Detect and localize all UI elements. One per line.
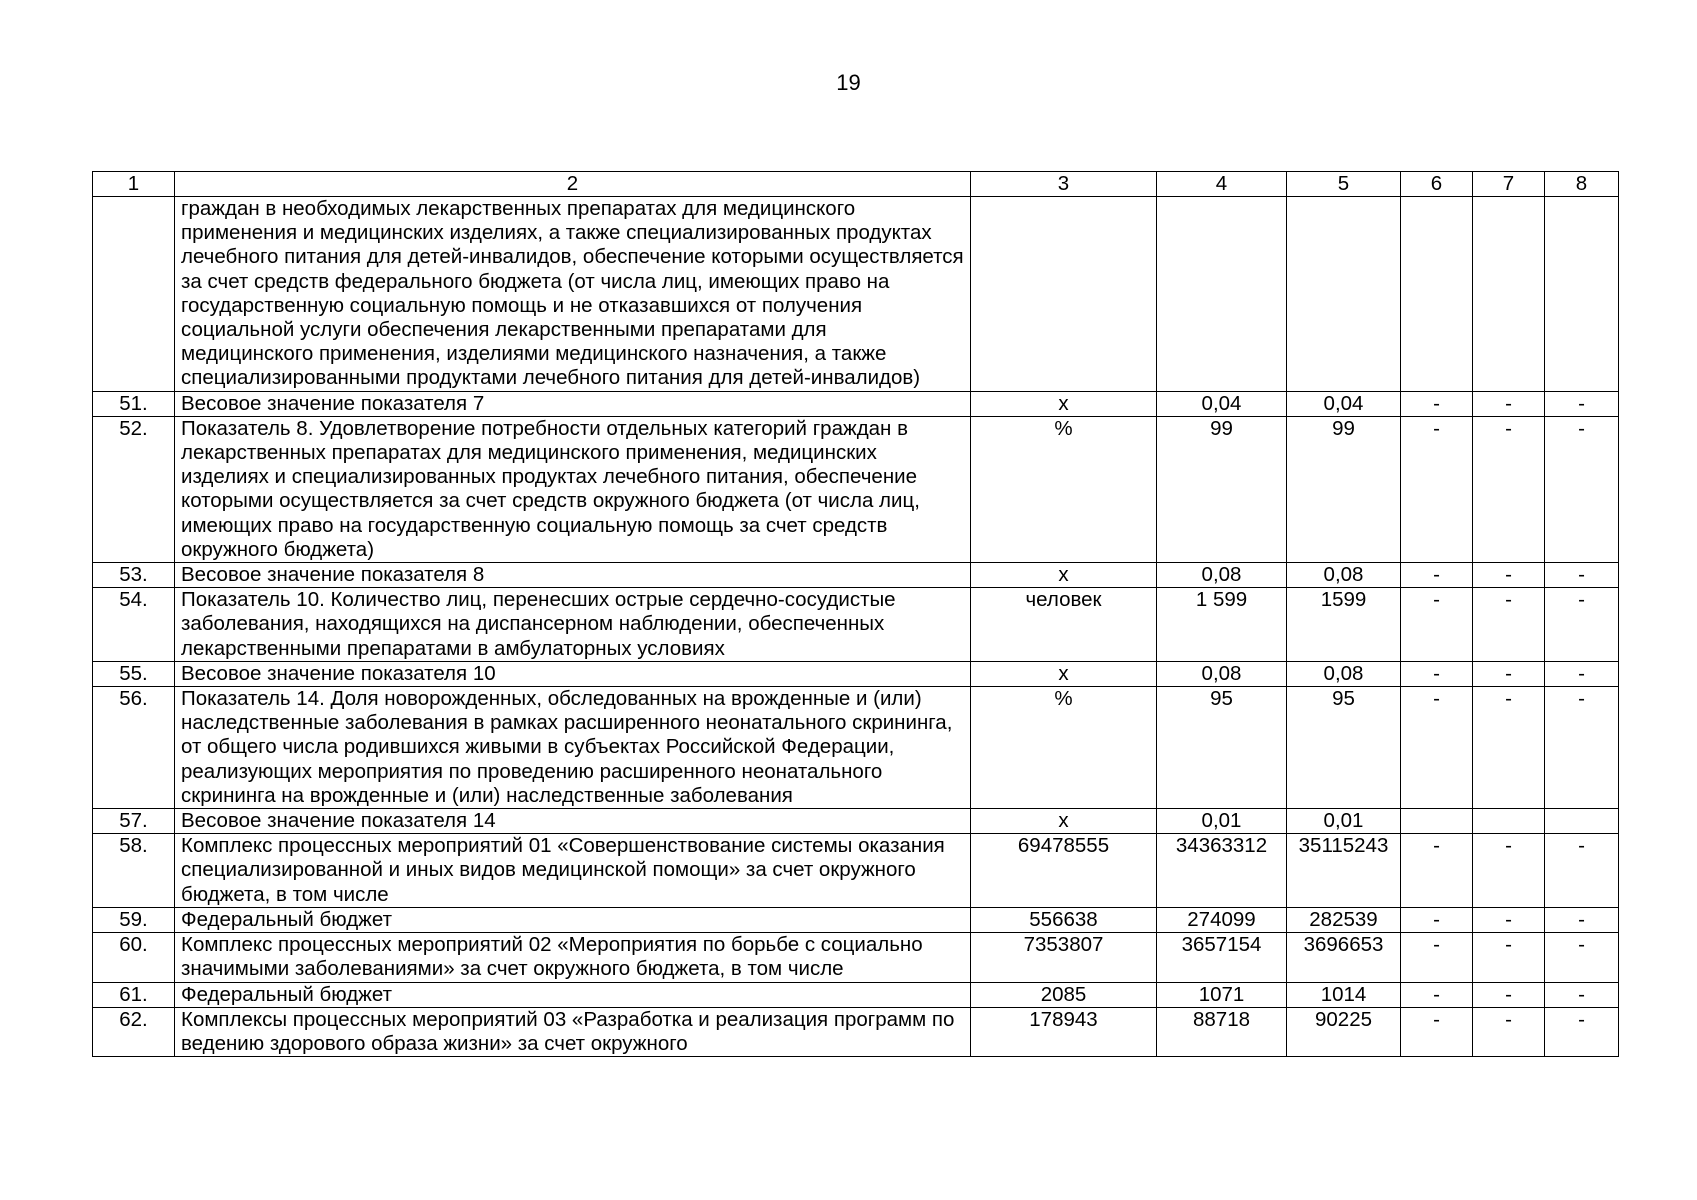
column-header: 1 bbox=[93, 172, 175, 197]
value-cell: - bbox=[1545, 834, 1619, 908]
table-row bbox=[93, 834, 1619, 908]
value-cell bbox=[1287, 197, 1401, 392]
value-cell: 0,08 bbox=[1157, 563, 1287, 588]
indicators-table bbox=[92, 171, 1619, 1057]
value-cell: 99 bbox=[1157, 416, 1287, 562]
value-cell: - bbox=[1545, 588, 1619, 662]
value-cell bbox=[1473, 809, 1545, 834]
value-cell: - bbox=[1473, 391, 1545, 416]
description-cell: Показатель 14. Доля новорожденных, обследованных на врожденные и (или) наследственные заболевания в рамках расширенного неонатального скрининга, от общего числа родившихся живыми в субъектах Российской Федерации, реализующих мероприятия по проведению расширенного неонатального скрининга на врожденные и (или) наследственные заболевания bbox=[175, 687, 971, 809]
description-cell: Весовое значение показателя 14 bbox=[175, 809, 971, 834]
value-cell bbox=[1545, 809, 1619, 834]
table-row bbox=[93, 687, 1619, 809]
unit-cell: х bbox=[971, 391, 1157, 416]
description-cell: Федеральный бюджет bbox=[175, 982, 971, 1007]
unit-cell: 69478555 bbox=[971, 834, 1157, 908]
value-cell: 0,08 bbox=[1287, 563, 1401, 588]
row-number-cell: 59. bbox=[93, 907, 175, 932]
row-number-cell: 58. bbox=[93, 834, 175, 908]
description-cell: Весовое значение показателя 7 bbox=[175, 391, 971, 416]
description-cell: Показатель 10. Количество лиц, перенесших острые сердечно-сосудистые заболевания, находящихся на диспансерном наблюдении, обеспеченных лекарственными препаратами в амбулаторных условиях bbox=[175, 588, 971, 662]
unit-cell: 7353807 bbox=[971, 933, 1157, 982]
table-row bbox=[93, 982, 1619, 1007]
row-number-cell: 62. bbox=[93, 1007, 175, 1056]
value-cell: 0,08 bbox=[1287, 661, 1401, 686]
table-row bbox=[93, 661, 1619, 686]
row-number-cell: 51. bbox=[93, 391, 175, 416]
value-cell: - bbox=[1473, 416, 1545, 562]
column-header: 4 bbox=[1157, 172, 1287, 197]
table-row bbox=[93, 933, 1619, 982]
description-cell: Комплекс процессных мероприятий 01 «Совершенствование системы оказания специализированной и иных видов медицинской помощи» за счет окружного бюджета, в том числе bbox=[175, 834, 971, 908]
value-cell: - bbox=[1401, 834, 1473, 908]
description-cell: Показатель 8. Удовлетворение потребности отдельных категорий граждан в лекарственных препаратах для медицинского применения, медицинских изделиях и специализированных продуктах лечебного питания, обеспечение которыми осуществляется за счет средств окружного бюджета (от числа лиц, имеющих право на государственную социальную помощь за счет средств окружного бюджета) bbox=[175, 416, 971, 562]
unit-cell: % bbox=[971, 687, 1157, 809]
table-row bbox=[93, 1007, 1619, 1056]
column-header: 8 bbox=[1545, 172, 1619, 197]
column-header: 6 bbox=[1401, 172, 1473, 197]
description-cell: Весовое значение показателя 8 bbox=[175, 563, 971, 588]
value-cell bbox=[1157, 197, 1287, 392]
value-cell: - bbox=[1473, 588, 1545, 662]
description-cell: Комплекс процессных мероприятий 02 «Мероприятия по борьбе с социально значимыми заболеваниями» за счет окружного бюджета, в том числе bbox=[175, 933, 971, 982]
value-cell: - bbox=[1401, 416, 1473, 562]
value-cell: - bbox=[1545, 933, 1619, 982]
value-cell: - bbox=[1473, 563, 1545, 588]
value-cell: 1071 bbox=[1157, 982, 1287, 1007]
value-cell: 1 599 bbox=[1157, 588, 1287, 662]
value-cell: - bbox=[1545, 907, 1619, 932]
value-cell: - bbox=[1473, 687, 1545, 809]
value-cell: - bbox=[1401, 1007, 1473, 1056]
unit-cell: х bbox=[971, 563, 1157, 588]
description-cell: Комплексы процессных мероприятий 03 «Разработка и реализация программ по ведению здорового образа жизни» за счет окружного bbox=[175, 1007, 971, 1056]
value-cell: - bbox=[1401, 982, 1473, 1007]
row-number-cell: 57. bbox=[93, 809, 175, 834]
value-cell: 0,04 bbox=[1287, 391, 1401, 416]
unit-cell: человек bbox=[971, 588, 1157, 662]
value-cell: 0,08 bbox=[1157, 661, 1287, 686]
value-cell: 0,01 bbox=[1157, 809, 1287, 834]
value-cell bbox=[1401, 809, 1473, 834]
value-cell: - bbox=[1401, 687, 1473, 809]
row-number-cell: 60. bbox=[93, 933, 175, 982]
value-cell: - bbox=[1473, 907, 1545, 932]
description-cell: Федеральный бюджет bbox=[175, 907, 971, 932]
value-cell: - bbox=[1545, 687, 1619, 809]
value-cell: - bbox=[1545, 416, 1619, 562]
value-cell: 3696653 bbox=[1287, 933, 1401, 982]
value-cell: 90225 bbox=[1287, 1007, 1401, 1056]
table-header-row bbox=[93, 172, 1619, 197]
column-header: 7 bbox=[1473, 172, 1545, 197]
column-header: 5 bbox=[1287, 172, 1401, 197]
row-number-cell: 61. bbox=[93, 982, 175, 1007]
value-cell: - bbox=[1473, 834, 1545, 908]
value-cell: - bbox=[1545, 1007, 1619, 1056]
row-number-cell: 52. bbox=[93, 416, 175, 562]
unit-cell: % bbox=[971, 416, 1157, 562]
value-cell: - bbox=[1401, 391, 1473, 416]
unit-cell bbox=[971, 197, 1157, 392]
table-row bbox=[93, 563, 1619, 588]
value-cell: - bbox=[1401, 907, 1473, 932]
table-row bbox=[93, 907, 1619, 932]
table-body bbox=[93, 172, 1619, 1057]
row-number-cell: 56. bbox=[93, 687, 175, 809]
value-cell: - bbox=[1401, 563, 1473, 588]
description-cell: граждан в необходимых лекарственных препаратах для медицинского применения и медицинских изделиях, а также специализированных продуктах лечебного питания для детей-инвалидов, обеспечение которыми осуществляется за счет средств федерального бюджета (от числа лиц, имеющих право на государственную социальную помощь и не отказавшихся от получения социальной услуги обеспечения лекарственными препаратами для медицинского применения, изделиями медицинского назначения, а также специализированными продуктами лечебного питания для детей-инвалидов) bbox=[175, 197, 971, 392]
value-cell: - bbox=[1473, 1007, 1545, 1056]
value-cell: 0,04 bbox=[1157, 391, 1287, 416]
value-cell: 274099 bbox=[1157, 907, 1287, 932]
page-number: 19 bbox=[836, 70, 861, 95]
table-row bbox=[93, 809, 1619, 834]
column-header: 2 bbox=[175, 172, 971, 197]
value-cell: 34363312 bbox=[1157, 834, 1287, 908]
row-number-cell: 54. bbox=[93, 588, 175, 662]
value-cell: - bbox=[1473, 933, 1545, 982]
unit-cell: 556638 bbox=[971, 907, 1157, 932]
value-cell: - bbox=[1401, 661, 1473, 686]
value-cell: 1014 bbox=[1287, 982, 1401, 1007]
row-number-cell bbox=[93, 197, 175, 392]
value-cell: 1599 bbox=[1287, 588, 1401, 662]
value-cell: 95 bbox=[1287, 687, 1401, 809]
value-cell: 88718 bbox=[1157, 1007, 1287, 1056]
unit-cell: х bbox=[971, 809, 1157, 834]
unit-cell: х bbox=[971, 661, 1157, 686]
value-cell: - bbox=[1473, 661, 1545, 686]
value-cell: - bbox=[1545, 391, 1619, 416]
value-cell: - bbox=[1545, 563, 1619, 588]
table-row bbox=[93, 197, 1619, 392]
unit-cell: 2085 bbox=[971, 982, 1157, 1007]
value-cell: - bbox=[1401, 588, 1473, 662]
table-row bbox=[93, 391, 1619, 416]
row-number-cell: 55. bbox=[93, 661, 175, 686]
table-row bbox=[93, 416, 1619, 562]
description-cell: Весовое значение показателя 10 bbox=[175, 661, 971, 686]
value-cell: 282539 bbox=[1287, 907, 1401, 932]
value-cell bbox=[1545, 197, 1619, 392]
value-cell: - bbox=[1545, 982, 1619, 1007]
value-cell: - bbox=[1401, 933, 1473, 982]
value-cell: 35115243 bbox=[1287, 834, 1401, 908]
value-cell: - bbox=[1545, 661, 1619, 686]
unit-cell: 178943 bbox=[971, 1007, 1157, 1056]
value-cell: 0,01 bbox=[1287, 809, 1401, 834]
column-header: 3 bbox=[971, 172, 1157, 197]
table-row bbox=[93, 588, 1619, 662]
value-cell: 3657154 bbox=[1157, 933, 1287, 982]
value-cell bbox=[1401, 197, 1473, 392]
value-cell bbox=[1473, 197, 1545, 392]
row-number-cell: 53. bbox=[93, 563, 175, 588]
value-cell: 99 bbox=[1287, 416, 1401, 562]
value-cell: - bbox=[1473, 982, 1545, 1007]
value-cell: 95 bbox=[1157, 687, 1287, 809]
